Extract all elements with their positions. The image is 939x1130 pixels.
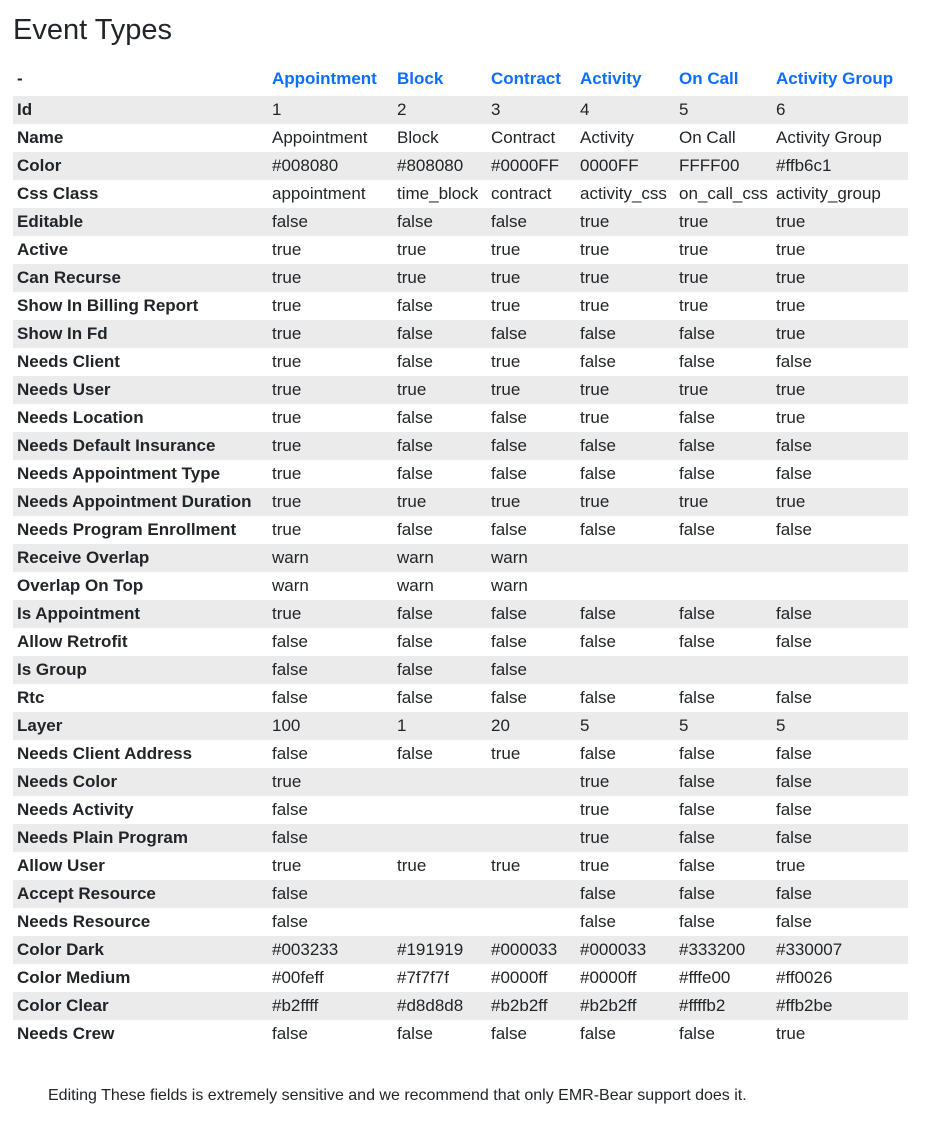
row-label: Needs Crew — [17, 1024, 115, 1043]
table-cell: 4 — [580, 100, 590, 119]
row-label: Css Class — [17, 184, 99, 203]
table-cell — [576, 656, 675, 684]
row-label: Is Group — [17, 660, 87, 679]
table-cell: #333200 — [679, 940, 746, 959]
table-row — [13, 460, 908, 488]
column-header-cell — [268, 62, 393, 96]
table-cell: true — [580, 772, 610, 791]
column-header-link[interactable]: Activity Group — [776, 69, 894, 88]
row-label: Allow Retrofit — [17, 632, 128, 651]
table-body — [13, 96, 908, 1048]
row-label: Needs Appointment Type — [17, 464, 221, 483]
table-cell: #b2b2ff — [580, 996, 637, 1015]
table-cell: true — [272, 240, 302, 259]
table-cell: false — [776, 352, 812, 371]
corner-header-cell: - — [17, 69, 23, 88]
table-cell: true — [776, 408, 806, 427]
table-cell: true — [491, 240, 521, 259]
row-label: Id — [17, 100, 33, 119]
table-cell: false — [397, 604, 433, 623]
table-cell — [772, 572, 908, 600]
table-cell: false — [679, 464, 715, 483]
row-label: Needs Location — [17, 408, 144, 427]
table-cell: false — [776, 912, 812, 931]
table-cell: true — [491, 380, 521, 399]
table-cell — [675, 572, 772, 600]
table-cell: true — [679, 296, 709, 315]
table-cell: #008080 — [272, 156, 339, 175]
table-cell: true — [580, 800, 610, 819]
table-cell — [393, 824, 487, 852]
table-cell: #191919 — [397, 940, 464, 959]
table-row — [13, 124, 908, 152]
table-cell — [675, 656, 772, 684]
table-cell: true — [776, 296, 806, 315]
table-cell: false — [580, 632, 616, 651]
table-cell: 1 — [397, 716, 407, 735]
table-cell: 1 — [272, 100, 282, 119]
table-cell: warn — [272, 548, 309, 567]
row-label: Needs User — [17, 380, 111, 399]
table-cell: false — [776, 884, 812, 903]
row-label: Rtc — [17, 688, 45, 707]
column-header-cell — [487, 62, 576, 96]
table-cell: false — [272, 884, 308, 903]
table-cell: true — [272, 492, 302, 511]
table-cell: true — [776, 856, 806, 875]
table-cell: true — [272, 604, 302, 623]
table-cell: true — [272, 464, 302, 483]
table-row — [13, 208, 908, 236]
table-cell: true — [491, 856, 521, 875]
table-cell: #ffb2be — [776, 996, 833, 1015]
table-cell: false — [397, 324, 433, 343]
table-cell: false — [272, 744, 308, 763]
column-header-link[interactable]: On Call — [679, 69, 739, 88]
table-cell: false — [491, 632, 527, 651]
row-label: Needs Color — [17, 772, 118, 791]
table-cell: false — [272, 1024, 308, 1043]
table-cell — [576, 544, 675, 572]
table-cell: false — [491, 408, 527, 427]
table-cell: false — [679, 324, 715, 343]
table-row — [13, 740, 908, 768]
table-row — [13, 796, 908, 824]
table-cell: warn — [397, 576, 434, 595]
table-cell: true — [776, 268, 806, 287]
row-label: Needs Appointment Duration — [17, 492, 252, 511]
table-cell: false — [397, 436, 433, 455]
table-cell: true — [272, 352, 302, 371]
table-cell: false — [580, 912, 616, 931]
table-row — [13, 572, 908, 600]
table-row — [13, 1020, 908, 1048]
row-label: Receive Overlap — [17, 548, 150, 567]
table-cell: Activity Group — [776, 128, 882, 147]
table-cell: false — [580, 436, 616, 455]
table-cell: 5 — [776, 716, 786, 735]
table-cell: false — [776, 800, 812, 819]
table-cell: 100 — [272, 716, 301, 735]
table-cell: #00feff — [272, 968, 324, 987]
table-cell: false — [580, 744, 616, 763]
table-cell: false — [491, 520, 527, 539]
table-cell: activity_group — [776, 184, 881, 203]
table-row — [13, 320, 908, 348]
row-label: Editable — [17, 212, 84, 231]
table-cell: false — [679, 772, 715, 791]
table-cell: false — [580, 464, 616, 483]
table-cell: false — [679, 408, 715, 427]
table-cell: true — [397, 240, 427, 259]
table-cell: FFFF00 — [679, 156, 740, 175]
table-row — [13, 152, 908, 180]
table-cell: #808080 — [397, 156, 464, 175]
table-cell: true — [580, 380, 610, 399]
sensitivity-warning: Editing These fields is extremely sensitive and we recommend that only EMR-Bear support does it. — [48, 1087, 747, 1104]
table-cell: false — [272, 912, 308, 931]
table-cell: false — [679, 912, 715, 931]
table-cell: false — [491, 436, 527, 455]
table-cell: true — [679, 240, 709, 259]
table-cell: true — [776, 240, 806, 259]
table-cell — [393, 880, 487, 908]
table-cell: time_block — [397, 184, 479, 203]
page-title: Event Types — [13, 14, 173, 46]
table-cell: #0000ff — [580, 968, 637, 987]
column-header-link[interactable]: Block — [397, 69, 444, 88]
table-cell: false — [272, 212, 308, 231]
table-cell: #000033 — [491, 940, 558, 959]
table-cell: true — [580, 408, 610, 427]
table-cell: true — [580, 212, 610, 231]
table-row — [13, 348, 908, 376]
table-cell — [675, 544, 772, 572]
table-row — [13, 908, 908, 936]
table-cell — [393, 796, 487, 824]
table-cell: false — [580, 688, 616, 707]
table-cell: Appointment — [272, 128, 368, 147]
table-cell: false — [776, 688, 812, 707]
table-cell: On Call — [679, 128, 736, 147]
table-cell: false — [679, 856, 715, 875]
table-cell: 6 — [776, 100, 786, 119]
row-label: Can Recurse — [17, 268, 121, 287]
table-cell: false — [679, 632, 715, 651]
table-cell: warn — [272, 576, 309, 595]
table-cell: false — [491, 1024, 527, 1043]
table-cell: true — [679, 492, 709, 511]
table-cell: false — [679, 1024, 715, 1043]
table-cell: false — [491, 324, 527, 343]
table-cell: #330007 — [776, 940, 843, 959]
table-cell: false — [397, 660, 433, 679]
table-cell: true — [580, 828, 610, 847]
table-row — [13, 516, 908, 544]
table-row — [13, 964, 908, 992]
column-header-cell — [393, 62, 487, 96]
table-cell: false — [491, 604, 527, 623]
table-cell: 20 — [491, 716, 510, 735]
table-cell: true — [580, 296, 610, 315]
table-cell: false — [776, 744, 812, 763]
table-cell: warn — [491, 576, 528, 595]
table-cell: false — [776, 520, 812, 539]
table-cell: true — [580, 268, 610, 287]
table-cell: false — [580, 884, 616, 903]
table-cell: false — [580, 1024, 616, 1043]
row-label: Name — [17, 128, 64, 147]
table-cell: #b2ffff — [272, 996, 319, 1015]
table-cell: false — [679, 828, 715, 847]
column-header-link[interactable]: Appointment — [272, 69, 377, 88]
table-cell: true — [580, 240, 610, 259]
table-cell: false — [580, 604, 616, 623]
table-cell: true — [272, 772, 302, 791]
table-cell: on_call_css — [679, 184, 768, 203]
row-label: Color Clear — [17, 996, 109, 1015]
row-label: Needs Client Address — [17, 744, 193, 763]
table-row — [13, 236, 908, 264]
table-cell: false — [679, 884, 715, 903]
table-cell: true — [272, 324, 302, 343]
table-cell: #ffffb2 — [679, 996, 726, 1015]
table-cell: #003233 — [272, 940, 339, 959]
table-row — [13, 768, 908, 796]
table-cell: true — [397, 492, 427, 511]
table-cell: true — [580, 492, 610, 511]
table-cell: #0000ff — [491, 968, 548, 987]
table-cell: true — [679, 380, 709, 399]
table-row — [13, 544, 908, 572]
table-cell: false — [397, 212, 433, 231]
table-cell — [393, 908, 487, 936]
table-row — [13, 712, 908, 740]
column-header-link[interactable]: Activity — [580, 69, 642, 88]
table-cell: true — [776, 492, 806, 511]
table-row — [13, 432, 908, 460]
table-cell: appointment — [272, 184, 366, 203]
table-cell: false — [491, 464, 527, 483]
table-cell: true — [491, 352, 521, 371]
table-cell: false — [679, 604, 715, 623]
table-cell: false — [397, 520, 433, 539]
table-cell: false — [580, 520, 616, 539]
table-cell: 2 — [397, 100, 407, 119]
table-cell: Contract — [491, 128, 556, 147]
table-cell: false — [580, 324, 616, 343]
table-cell: 5 — [679, 716, 689, 735]
table-cell: true — [776, 212, 806, 231]
table-cell: Activity — [580, 128, 634, 147]
table-cell: false — [272, 660, 308, 679]
table-cell: #7f7f7f — [397, 968, 449, 987]
table-cell: 5 — [679, 100, 689, 119]
row-label: Color Medium — [17, 968, 131, 987]
row-label: Color — [17, 156, 62, 175]
table-cell: true — [491, 744, 521, 763]
table-cell: false — [580, 352, 616, 371]
table-row — [13, 628, 908, 656]
table-cell: true — [580, 856, 610, 875]
table-cell: true — [491, 268, 521, 287]
table-row — [13, 992, 908, 1020]
table-cell: true — [272, 520, 302, 539]
table-cell: false — [679, 520, 715, 539]
table-cell: #ffb6c1 — [776, 156, 832, 175]
table-cell: false — [397, 408, 433, 427]
table-cell: 0000FF — [580, 156, 639, 175]
row-label: Needs Program Enrollment — [17, 520, 237, 539]
table-cell — [487, 768, 576, 796]
table-cell — [487, 796, 576, 824]
column-header-cell — [772, 62, 908, 96]
table-cell: true — [776, 1024, 806, 1043]
table-cell: Block — [397, 128, 439, 147]
row-label: Active — [17, 240, 69, 259]
table-row — [13, 488, 908, 516]
table-cell: false — [397, 464, 433, 483]
table-cell: false — [679, 352, 715, 371]
table-cell: #0000FF — [491, 156, 560, 175]
table-cell: false — [272, 632, 308, 651]
table-cell: false — [776, 436, 812, 455]
table-cell: true — [776, 324, 806, 343]
table-cell: true — [272, 856, 302, 875]
table-cell: true — [272, 296, 302, 315]
table-cell: true — [491, 296, 521, 315]
table-cell: true — [272, 436, 302, 455]
table-cell: true — [397, 856, 427, 875]
table-cell: true — [272, 380, 302, 399]
table-cell — [772, 544, 908, 572]
row-label: Needs Client — [17, 352, 120, 371]
table-cell: false — [397, 744, 433, 763]
table-cell — [393, 768, 487, 796]
table-cell: true — [776, 380, 806, 399]
table-cell: contract — [491, 184, 552, 203]
table-cell: 5 — [580, 716, 590, 735]
table-cell: false — [397, 1024, 433, 1043]
table-cell: false — [397, 296, 433, 315]
table-cell: activity_css — [580, 184, 667, 203]
event-types-table — [13, 62, 908, 1048]
row-label: Show In Billing Report — [17, 296, 199, 315]
table-row — [13, 600, 908, 628]
column-header-cell — [675, 62, 772, 96]
table-cell: false — [272, 800, 308, 819]
table-cell: warn — [491, 548, 528, 567]
row-label: Accept Resource — [17, 884, 156, 903]
table-cell: 3 — [491, 100, 501, 119]
table-cell: true — [679, 212, 709, 231]
table-row — [13, 684, 908, 712]
row-label: Allow User — [17, 856, 105, 875]
table-cell: false — [397, 352, 433, 371]
row-label: Overlap On Top — [17, 576, 144, 595]
table-cell: false — [491, 212, 527, 231]
row-label: Needs Resource — [17, 912, 151, 931]
table-cell: warn — [397, 548, 434, 567]
table-cell: true — [491, 492, 521, 511]
table-cell: false — [397, 688, 433, 707]
row-label: Needs Default Insurance — [17, 436, 216, 455]
table-cell: false — [397, 632, 433, 651]
table-cell: false — [679, 688, 715, 707]
table-cell: true — [272, 408, 302, 427]
row-label: Show In Fd — [17, 324, 108, 343]
table-cell: false — [272, 828, 308, 847]
table-cell: #fffe00 — [679, 968, 731, 987]
column-header-link[interactable]: Contract — [491, 69, 561, 88]
table-cell: false — [776, 632, 812, 651]
table-row — [13, 824, 908, 852]
table-cell — [772, 656, 908, 684]
table-cell: true — [397, 268, 427, 287]
table-cell: false — [272, 688, 308, 707]
table-cell: false — [679, 800, 715, 819]
table-row — [13, 852, 908, 880]
table-cell: false — [776, 604, 812, 623]
column-header-cell — [576, 62, 675, 96]
row-label: Needs Plain Program — [17, 828, 189, 847]
row-label: Color Dark — [17, 940, 104, 959]
table-row — [13, 264, 908, 292]
table-cell — [487, 908, 576, 936]
table-row — [13, 180, 908, 208]
table-row — [13, 292, 908, 320]
table-cell: false — [679, 436, 715, 455]
table-cell: true — [679, 268, 709, 287]
table-cell: true — [397, 380, 427, 399]
table-row — [13, 404, 908, 432]
table-cell: #000033 — [580, 940, 647, 959]
table-header-row — [13, 62, 908, 96]
row-label: Needs Activity — [17, 800, 134, 819]
table-cell: false — [491, 688, 527, 707]
table-cell: false — [776, 772, 812, 791]
table-cell: false — [776, 828, 812, 847]
table-cell: #ff0026 — [776, 968, 833, 987]
table-cell: false — [491, 660, 527, 679]
table-row — [13, 96, 908, 124]
table-cell: false — [776, 464, 812, 483]
table-row — [13, 880, 908, 908]
table-cell: #b2b2ff — [491, 996, 548, 1015]
table-row — [13, 656, 908, 684]
row-label: Layer — [17, 716, 63, 735]
table-cell — [576, 572, 675, 600]
table-cell — [487, 824, 576, 852]
row-label: Is Appointment — [17, 604, 141, 623]
table-cell: #d8d8d8 — [397, 996, 464, 1015]
table-row — [13, 376, 908, 404]
table-row — [13, 936, 908, 964]
table-cell — [487, 880, 576, 908]
table-cell: true — [272, 268, 302, 287]
table-cell: false — [679, 744, 715, 763]
